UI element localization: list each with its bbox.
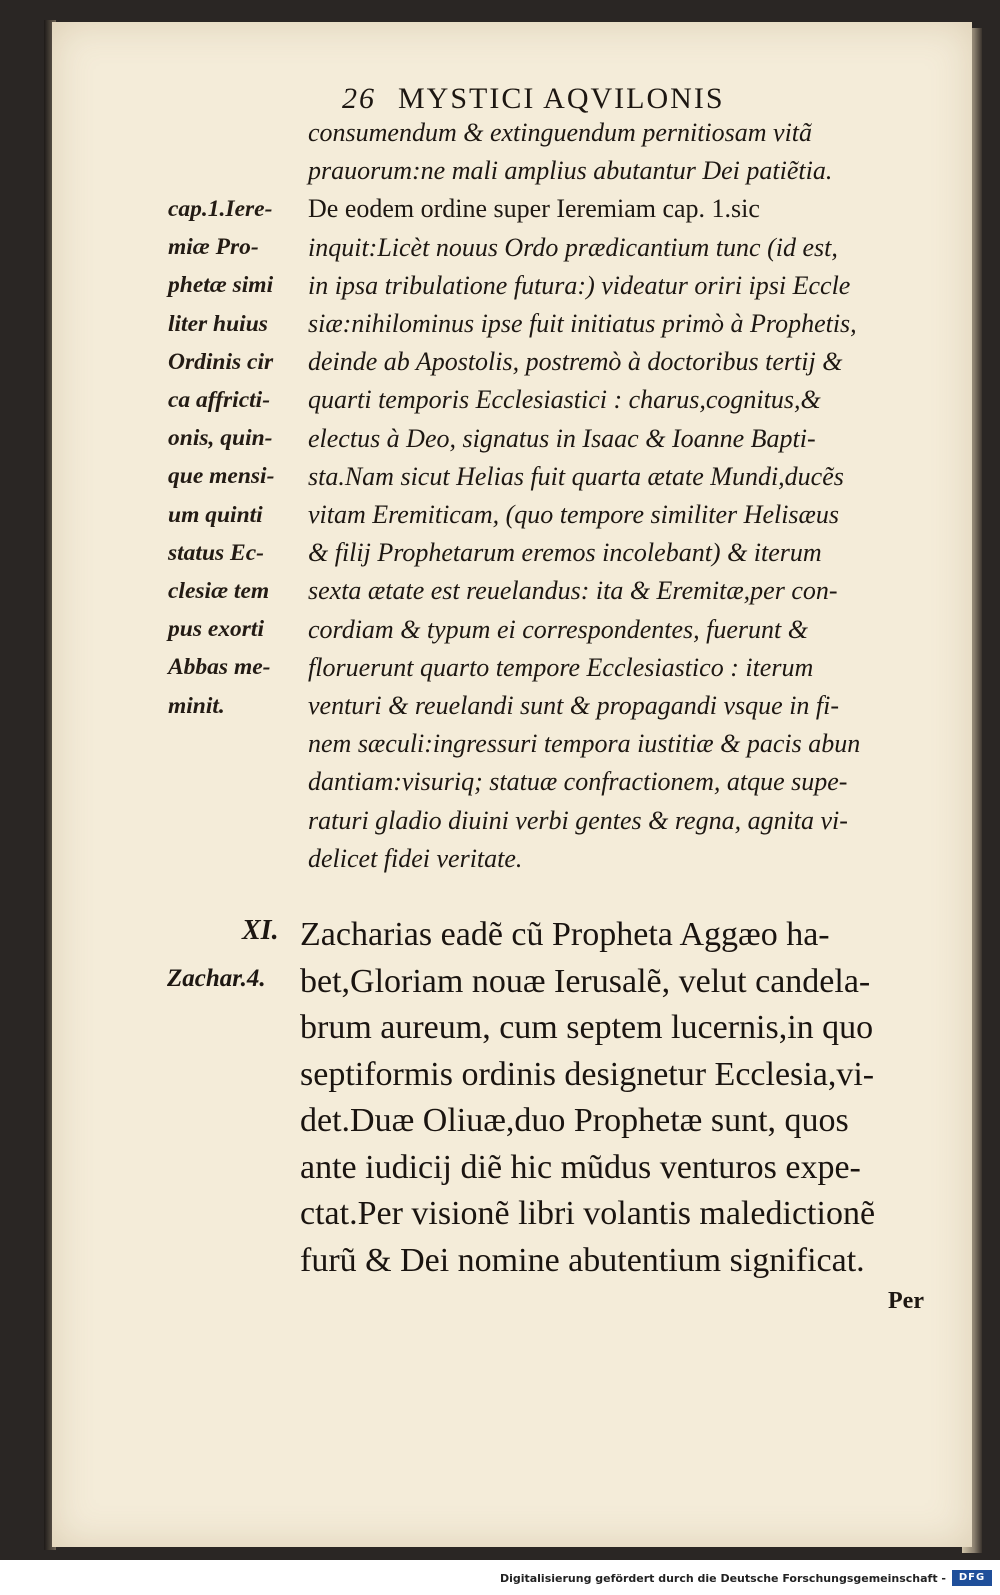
margin-line: liter huius bbox=[168, 310, 268, 337]
section-line: furũ & Dei nomine abutentium significat. bbox=[300, 1241, 865, 1279]
running-head bbox=[342, 82, 902, 116]
body-line: quarti temporis Ecclesiastici : charus,cognitus,& bbox=[308, 385, 821, 415]
book-page bbox=[52, 22, 972, 1547]
section-line: bet,Gloriam nouæ Ierusalẽ, velut candela- bbox=[300, 962, 871, 1000]
dfg-logo: DFG bbox=[952, 1570, 992, 1586]
body-line: delicet fidei veritate. bbox=[308, 843, 523, 873]
section-line: ctat.Per visionẽ libri volantis maledictionẽ bbox=[300, 1195, 876, 1232]
margin-line: um quinti bbox=[168, 501, 263, 528]
margin-line: ca affricti- bbox=[168, 387, 271, 414]
page-number: 26 bbox=[342, 82, 376, 115]
body-line: siæ:nihilominus ipse fuit initiatus primò à Prophetis, bbox=[308, 309, 857, 339]
body-line: consumendum & extinguendum pernitiosam vitã bbox=[308, 118, 813, 147]
margin-note bbox=[168, 190, 308, 725]
body-line: cordiam & typum ei correspondentes, fuerunt & bbox=[308, 614, 808, 644]
section-text bbox=[300, 912, 980, 1284]
catchword: Per bbox=[888, 1288, 924, 1314]
funding-credit: Digitalisierung gefördert durch die Deutsche Forschungsgemeinschaft - bbox=[499, 1572, 946, 1585]
footer bbox=[0, 1560, 1000, 1595]
margin-line: pus exorti bbox=[168, 616, 264, 643]
section-line: Zacharias eadẽ cũ Propheta Aggæo ha- bbox=[300, 916, 830, 953]
section-reference: Zachar.4. bbox=[167, 965, 266, 992]
margin-line: Ordinis cir bbox=[168, 348, 274, 375]
section-number: XI. bbox=[242, 915, 279, 946]
margin-line: clesiæ tem bbox=[168, 578, 270, 605]
body-line: nem sæculi:ingressuri tempora iustitiæ & pacis abun bbox=[308, 729, 861, 759]
running-title: MYSTICI AQVILONIS bbox=[398, 82, 725, 115]
margin-line: status Ec- bbox=[168, 539, 264, 566]
section-line: ante iudicij diẽ hic mũdus venturos expe- bbox=[300, 1148, 861, 1186]
body-line: in ipsa tribulatione futura:) videatur oriri ipsi Eccle bbox=[308, 270, 851, 300]
margin-line: onis, quin- bbox=[168, 425, 273, 452]
body-text bbox=[308, 114, 958, 878]
body-line: venturi & reuelandi sunt & propagandi vsque in fi- bbox=[308, 691, 840, 721]
body-line: raturi gladio diuini verbi gentes & regna, agnita vi- bbox=[308, 805, 848, 835]
margin-line: que mensi- bbox=[168, 463, 275, 490]
margin-line: minit. bbox=[168, 692, 225, 719]
body-line: De eodem ordine super Ieremiam cap. 1.sic bbox=[308, 194, 760, 224]
body-line: deinde ab Apostolis, postremò à doctoribus tertij & bbox=[308, 347, 843, 377]
page-text bbox=[52, 22, 972, 1547]
body-line: prauorum:ne mali amplius abutantur Dei patiẽtia. bbox=[308, 156, 833, 186]
body-line: sexta ætate est reuelandus: ita & Eremitæ,per con- bbox=[308, 576, 838, 606]
margin-line: phetæ simi bbox=[168, 272, 274, 299]
body-line: dantiam:visuriq; statuæ confractionem, atque supe- bbox=[308, 767, 848, 797]
body-line: sta.Nam sicut Helias fuit quarta ætate Mundi,ducẽs bbox=[308, 461, 844, 491]
body-line: inquit:Licèt nouus Ordo prædicantium tunc (id est, bbox=[308, 232, 838, 262]
body-line: floruerunt quarto tempore Ecclesiastico : iterum bbox=[308, 652, 814, 682]
body-line: & filij Prophetarum eremos incolebant) & iterum bbox=[308, 538, 822, 568]
body-line: electus à Deo, signatus in Isaac & Ioanne Bapti- bbox=[308, 423, 816, 453]
margin-line: Abbas me- bbox=[168, 654, 271, 681]
section-line: brum aureum, cum septem lucernis,in quo bbox=[300, 1009, 874, 1046]
body-line: vitam Eremiticam, (quo tempore similiter Helisæus bbox=[308, 500, 840, 530]
section-line: det.Duæ Oliuæ,duo Prophetæ sunt, quos bbox=[300, 1102, 849, 1139]
margin-line: cap.1.Iere- bbox=[168, 196, 273, 222]
margin-line: miæ Pro- bbox=[168, 234, 259, 261]
section-line: septiformis ordinis designetur Ecclesia,vi- bbox=[300, 1055, 875, 1093]
